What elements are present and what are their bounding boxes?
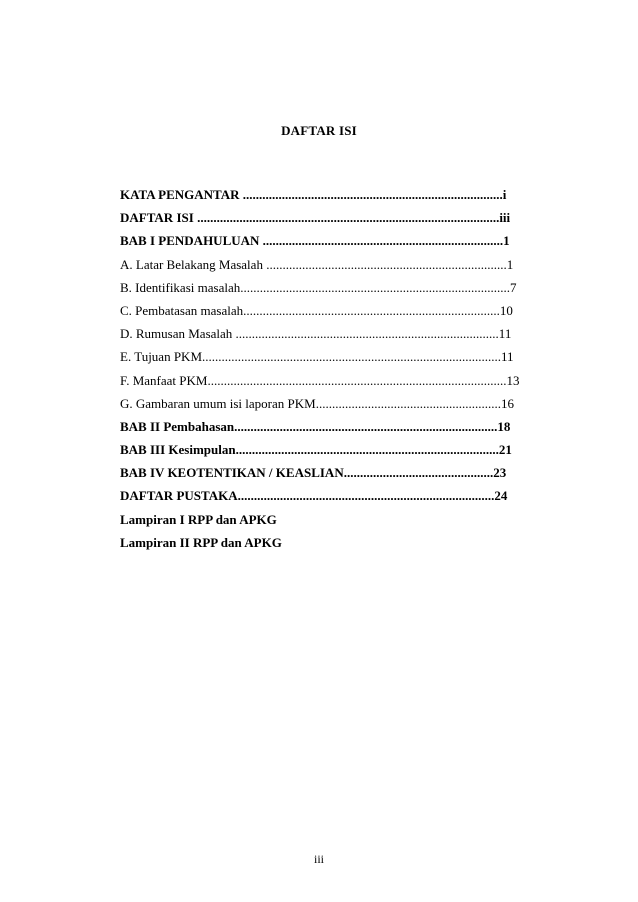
toc-entry-label: KATA PENGANTAR: [120, 187, 243, 202]
toc-entry-leader: ...............................................................................: [237, 488, 495, 504]
toc-entry-kata-pengantar: [120, 183, 540, 206]
toc-entry-bab-i: [120, 229, 540, 252]
toc-entry-page: 23: [493, 465, 507, 481]
toc-entry-label: DAFTAR ISI: [120, 210, 198, 226]
toc-entry-page: i: [502, 187, 507, 202]
toc-entry-leader: .................................................................................: [235, 442, 499, 458]
toc-entry-page: 11: [501, 349, 514, 365]
table-of-contents: [120, 183, 540, 554]
toc-entry-lampiran-i: [120, 508, 540, 531]
toc-entry-manfaat: [120, 369, 540, 392]
toc-entry-label: B. Identifikasi masalah: [120, 279, 241, 295]
toc-entry-label: C. Pembatasan masalah: [120, 302, 244, 318]
toc-entry-lampiran-ii: [120, 531, 540, 554]
toc-entry-page: 18: [497, 418, 511, 434]
toc-entry-label: BAB I PENDAHULUAN: [120, 233, 263, 249]
toc-entry-leader: .................................................................................: [234, 418, 498, 434]
toc-entry-daftar-isi: [120, 206, 540, 229]
toc-entry-label: Lampiran II RPP dan APKG: [120, 534, 282, 550]
toc-entry-label: G. Gambaran umum isi laporan PKM: [120, 395, 316, 411]
toc-entry-leader: .........................................................: [315, 395, 501, 411]
toc-entry-pembatasan: [120, 299, 540, 322]
toc-entry-bab-ii: [120, 415, 540, 438]
toc-entry-gambaran: [120, 392, 540, 415]
toc-entry-label: E. Tujuan PKM: [120, 349, 202, 365]
toc-entry-leader: ...................................................................................: [240, 279, 510, 295]
toc-entry-bab-iv: [120, 461, 540, 484]
toc-entry-page: 11: [498, 326, 512, 342]
toc-entry-leader: ............................................................................................: [202, 349, 501, 365]
toc-entry-leader: .............................................................................................: [197, 210, 500, 226]
toc-entry-label: BAB II Pembahasan: [120, 418, 235, 434]
toc-entry-leader: ..........................................................................: [262, 233, 504, 249]
toc-entry-label: BAB III Kesimpulan: [120, 442, 236, 458]
toc-entry-label: BAB IV KEOTENTIKAN / KEASLIAN: [120, 465, 344, 481]
toc-entry-leader: ...............................................................................: [243, 302, 500, 318]
toc-entry-leader: ..........................................................................: [266, 256, 507, 272]
toc-entry-rumusan: [120, 322, 540, 345]
page-title: DAFTAR ISI: [281, 123, 357, 138]
toc-entry-page: 10: [499, 302, 513, 318]
toc-entry-page: 21: [498, 442, 512, 458]
toc-entry-latar-belakang: [120, 253, 540, 276]
toc-entry-leader: ..............................................: [343, 465, 494, 481]
toc-entry-page: 13: [506, 372, 520, 388]
toc-entry-identifikasi: [120, 276, 540, 299]
toc-entry-page: 1: [503, 233, 510, 249]
toc-entry-leader: .................................................................................: [235, 326, 499, 342]
toc-entry-page: 24: [494, 488, 508, 504]
toc-entry-leader: ................................................................................: [242, 187, 503, 202]
toc-entry-page: iii: [499, 210, 511, 226]
toc-entry-label: F. Manfaat PKM: [120, 372, 208, 388]
toc-entry-page: 7: [509, 279, 517, 295]
toc-entry-label: Lampiran I RPP dan APKG: [120, 511, 277, 527]
toc-entry-label: DAFTAR PUSTAKA: [120, 488, 238, 504]
page-number: iii: [313, 852, 324, 866]
toc-entry-label: D. Rumusan Masalah: [120, 326, 236, 342]
toc-entry-tujuan: [120, 345, 540, 368]
toc-entry-label: A. Latar Belakang Masalah: [120, 256, 267, 272]
toc-entry-bab-iii: [120, 438, 540, 461]
toc-entry-leader: ............................................................................................: [207, 372, 507, 388]
toc-entry-daftar-pustaka: [120, 484, 540, 507]
toc-entry-page: 1: [506, 256, 514, 272]
toc-entry-page: 16: [500, 395, 514, 411]
